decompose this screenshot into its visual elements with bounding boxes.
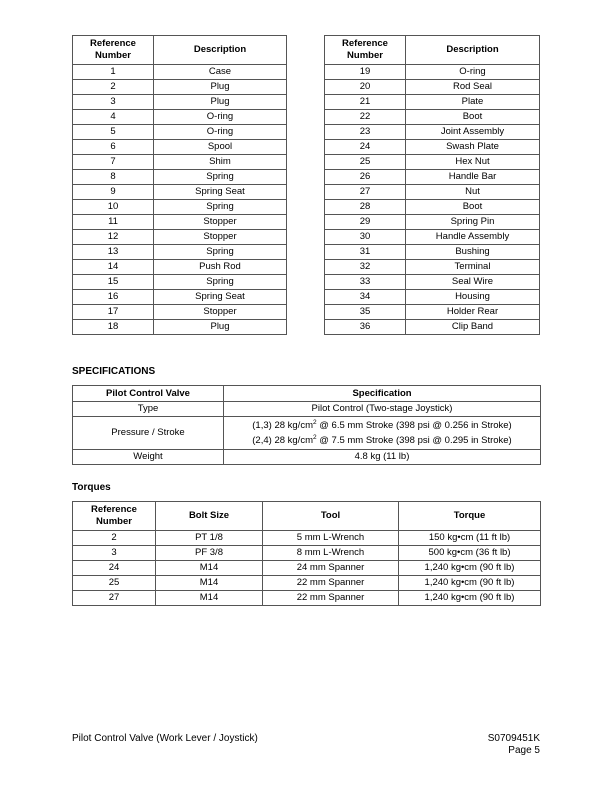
- description-cell: Shim: [154, 155, 287, 170]
- table-row: [73, 200, 287, 215]
- pilot-control-valve-header: Pilot Control Valve: [73, 386, 224, 402]
- spec-row-pressure: [73, 417, 541, 450]
- description-cell: O-ring: [154, 125, 287, 140]
- spec-row-type: [73, 402, 541, 417]
- table-row: [325, 125, 540, 140]
- spec-label: Pressure / Stroke: [73, 417, 224, 450]
- reference-number-cell: 3: [73, 95, 154, 110]
- description-cell: Spool: [154, 140, 287, 155]
- table-row: [73, 275, 287, 290]
- bolt-size-cell: PT 1/8: [156, 531, 263, 546]
- table-row: [325, 320, 540, 335]
- footer-title: Pilot Control Valve (Work Lever / Joystick): [72, 733, 258, 744]
- table-row: [73, 531, 541, 546]
- bolt-size-cell: M14: [156, 591, 263, 606]
- ref-number-header: Reference Number: [73, 36, 154, 65]
- specifications-table: [72, 385, 541, 465]
- document-number: S0709451K: [487, 733, 540, 744]
- pressure-line-text: @ 7.5 mm Stroke (398 psi @ 0.295 in Stroke): [316, 435, 512, 446]
- tool-cell: 24 mm Spanner: [263, 561, 399, 576]
- table-row: [73, 290, 287, 305]
- table-row: [73, 170, 287, 185]
- description-cell: Seal Wire: [406, 275, 540, 290]
- torque-ref-cell: 2: [73, 531, 156, 546]
- table-row: [325, 140, 540, 155]
- description-cell: Spring: [154, 245, 287, 260]
- description-cell: Rod Seal: [406, 80, 540, 95]
- reference-number-cell: 17: [73, 305, 154, 320]
- reference-number-cell: 16: [73, 290, 154, 305]
- description-header: Description: [154, 36, 287, 65]
- description-cell: Boot: [406, 110, 540, 125]
- table-row: [325, 65, 540, 80]
- table-row: [73, 320, 287, 335]
- reference-number-cell: 14: [73, 260, 154, 275]
- torques-table: [72, 501, 541, 606]
- description-cell: Spring Seat: [154, 290, 287, 305]
- parts-table-left: [72, 35, 287, 335]
- reference-number-cell: 5: [73, 125, 154, 140]
- torque-value-cell: 1,240 kg•cm (90 ft lb): [399, 561, 541, 576]
- description-cell: Hex Nut: [406, 155, 540, 170]
- reference-number-cell: 23: [325, 125, 406, 140]
- description-cell: Plug: [154, 95, 287, 110]
- table-row: [73, 576, 541, 591]
- pressure-line-1: [224, 418, 540, 433]
- description-cell: O-ring: [406, 65, 540, 80]
- description-cell: Stopper: [154, 215, 287, 230]
- superscript: 2: [312, 433, 317, 441]
- tool-cell: 22 mm Spanner: [263, 591, 399, 606]
- description-cell: Case: [154, 65, 287, 80]
- reference-number-cell: 21: [325, 95, 406, 110]
- description-cell: Holder Rear: [406, 305, 540, 320]
- reference-number-cell: 6: [73, 140, 154, 155]
- bolt-size-cell: M14: [156, 576, 263, 591]
- table-row: [325, 275, 540, 290]
- table-row: [325, 170, 540, 185]
- table-row: [325, 200, 540, 215]
- tool-header: Tool: [263, 502, 399, 531]
- table-row: [73, 110, 287, 125]
- reference-number-cell: 20: [325, 80, 406, 95]
- table-row: [325, 230, 540, 245]
- table-row: [325, 245, 540, 260]
- spec-label: Type: [73, 402, 224, 417]
- ref-number-header: Reference Number: [325, 36, 406, 65]
- description-cell: Swash Plate: [406, 140, 540, 155]
- table-row: [325, 155, 540, 170]
- description-cell: Bushing: [406, 245, 540, 260]
- description-cell: Spring Seat: [154, 185, 287, 200]
- torque-ref-cell: 25: [73, 576, 156, 591]
- tool-cell: 8 mm L-Wrench: [263, 546, 399, 561]
- tool-cell: 22 mm Spanner: [263, 576, 399, 591]
- reference-number-cell: 15: [73, 275, 154, 290]
- tool-cell: 5 mm L-Wrench: [263, 531, 399, 546]
- table-row: [325, 305, 540, 320]
- reference-number-cell: 33: [325, 275, 406, 290]
- description-cell: Spring Pin: [406, 215, 540, 230]
- table-row: [73, 80, 287, 95]
- reference-number-cell: 27: [325, 185, 406, 200]
- reference-number-cell: 24: [325, 140, 406, 155]
- table-row: [73, 305, 287, 320]
- torque-value-cell: 1,240 kg•cm (90 ft lb): [399, 576, 541, 591]
- reference-number-cell: 32: [325, 260, 406, 275]
- torque-value-cell: 500 kg•cm (36 ft lb): [399, 546, 541, 561]
- description-cell: Spring: [154, 170, 287, 185]
- reference-number-cell: 22: [325, 110, 406, 125]
- reference-number-cell: 12: [73, 230, 154, 245]
- table-row: [325, 80, 540, 95]
- description-cell: Push Rod: [154, 260, 287, 275]
- reference-number-cell: 1: [73, 65, 154, 80]
- torque-value-cell: 150 kg•cm (11 ft lb): [399, 531, 541, 546]
- bolt-size-cell: PF 3/8: [156, 546, 263, 561]
- spec-value: [224, 417, 541, 450]
- specifications-heading: SPECIFICATIONS: [72, 366, 156, 377]
- pressure-line-2: [224, 433, 540, 448]
- superscript: 2: [312, 418, 317, 426]
- reference-number-cell: 26: [325, 170, 406, 185]
- table-row: [73, 185, 287, 200]
- reference-number-cell: 9: [73, 185, 154, 200]
- description-cell: Nut: [406, 185, 540, 200]
- page-number: Page 5: [508, 745, 540, 756]
- table-row: [73, 125, 287, 140]
- pressure-line-text: @ 6.5 mm Stroke (398 psi @ 0.256 in Stroke): [316, 420, 512, 431]
- description-cell: Stopper: [154, 305, 287, 320]
- description-cell: Boot: [406, 200, 540, 215]
- table-row: [73, 95, 287, 110]
- table-row: [73, 591, 541, 606]
- bolt-size-cell: M14: [156, 561, 263, 576]
- table-row: [325, 110, 540, 125]
- description-cell: Plate: [406, 95, 540, 110]
- spec-label: Weight: [73, 450, 224, 465]
- reference-number-cell: 11: [73, 215, 154, 230]
- table-row: [73, 561, 541, 576]
- torque-header: Torque: [399, 502, 541, 531]
- spec-value: Pilot Control (Two-stage Joystick): [224, 402, 541, 417]
- description-cell: Stopper: [154, 230, 287, 245]
- pressure-line-text: (2,4) 28 kg/cm: [252, 435, 313, 446]
- torque-ref-cell: 27: [73, 591, 156, 606]
- spec-row-weight: [73, 450, 541, 465]
- reference-number-cell: 29: [325, 215, 406, 230]
- description-cell: Clip Band: [406, 320, 540, 335]
- table-row: [73, 546, 541, 561]
- description-cell: Joint Assembly: [406, 125, 540, 140]
- description-cell: O-ring: [154, 110, 287, 125]
- pressure-line-text: (1,3) 28 kg/cm: [252, 420, 313, 431]
- description-header: Description: [406, 36, 540, 65]
- reference-number-cell: 10: [73, 200, 154, 215]
- specification-header: Specification: [224, 386, 541, 402]
- description-cell: Plug: [154, 320, 287, 335]
- footer-doc-info: [420, 733, 540, 757]
- reference-number-cell: 30: [325, 230, 406, 245]
- description-cell: Handle Bar: [406, 170, 540, 185]
- reference-number-cell: 25: [325, 155, 406, 170]
- table-row: [73, 230, 287, 245]
- table-row: [73, 155, 287, 170]
- torque-ref-cell: 24: [73, 561, 156, 576]
- table-row: [73, 65, 287, 80]
- bolt-size-header: Bolt Size: [156, 502, 263, 531]
- table-row: [73, 245, 287, 260]
- table-row: [73, 215, 287, 230]
- table-row: [325, 260, 540, 275]
- reference-number-cell: 34: [325, 290, 406, 305]
- reference-number-cell: 8: [73, 170, 154, 185]
- description-cell: Plug: [154, 80, 287, 95]
- reference-number-cell: 31: [325, 245, 406, 260]
- reference-number-cell: 28: [325, 200, 406, 215]
- parts-table-right: [324, 35, 540, 335]
- reference-number-cell: 2: [73, 80, 154, 95]
- description-cell: Handle Assembly: [406, 230, 540, 245]
- torque-ref-header: Reference Number: [73, 502, 156, 531]
- description-cell: Terminal: [406, 260, 540, 275]
- table-row: [73, 260, 287, 275]
- description-cell: Spring: [154, 275, 287, 290]
- table-row: [325, 185, 540, 200]
- reference-number-cell: 4: [73, 110, 154, 125]
- torque-value-cell: 1,240 kg•cm (90 ft lb): [399, 591, 541, 606]
- reference-number-cell: 13: [73, 245, 154, 260]
- table-row: [73, 140, 287, 155]
- torque-ref-cell: 3: [73, 546, 156, 561]
- description-cell: Housing: [406, 290, 540, 305]
- table-row: [325, 290, 540, 305]
- table-row: [325, 215, 540, 230]
- table-row: [325, 95, 540, 110]
- reference-number-cell: 19: [325, 65, 406, 80]
- torques-heading: Torques: [72, 482, 111, 493]
- reference-number-cell: 18: [73, 320, 154, 335]
- reference-number-cell: 7: [73, 155, 154, 170]
- reference-number-cell: 36: [325, 320, 406, 335]
- description-cell: Spring: [154, 200, 287, 215]
- reference-number-cell: 35: [325, 305, 406, 320]
- spec-value: 4.8 kg (11 lb): [224, 450, 541, 465]
